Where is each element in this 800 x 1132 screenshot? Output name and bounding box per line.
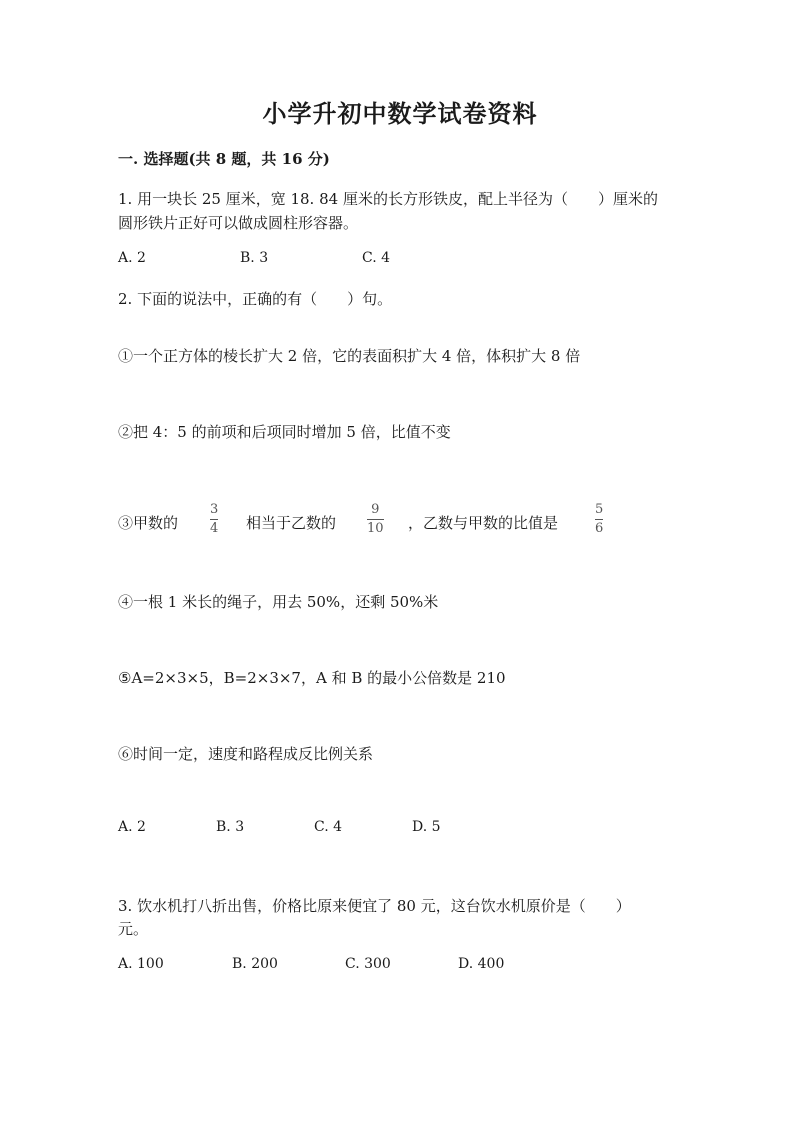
q3-stem-line2: 元。	[118, 920, 149, 938]
q2-statement-5: ⑤A=2×3×5，B=2×3×7，A 和 B 的最小公倍数是 210	[118, 669, 506, 687]
q2-option-d: D. 5	[412, 819, 441, 835]
q2-statement-4: ④一根 1 米长的绳子，用去 50%，还剩 50%米	[118, 593, 439, 611]
q3-option-a: A. 100	[118, 956, 164, 972]
fraction-denominator: 4	[210, 521, 219, 537]
q1-stem-line2: 圆形铁片正好可以做成圆柱形容器。	[118, 214, 359, 232]
fraction-numerator: 3	[210, 502, 219, 517]
fraction-numerator: 9	[371, 502, 380, 517]
q3-option-d: D. 400	[458, 956, 505, 972]
q1-stem-line1: 1. 用一块长 25 厘米，宽 18. 84 厘米的长方形铁皮，配上半径为（ ）厘米的	[118, 190, 658, 208]
q2-stem: 2. 下面的说法中，正确的有（ ）句。	[118, 290, 393, 308]
fraction-denominator: 6	[595, 521, 604, 537]
fraction-numerator: 5	[595, 502, 604, 517]
q2-statement-3-part3: ，乙数与甲数的比值是	[408, 514, 559, 532]
q2-statement-6: ⑥时间一定，速度和路程成反比例关系	[118, 745, 374, 763]
q2-statement-2: ②把 4：5 的前项和后项同时增加 5 倍，比值不变	[118, 423, 451, 441]
q1-option-b: B. 3	[240, 250, 269, 266]
q2-option-b: B. 3	[216, 819, 245, 835]
q2-option-a: A. 2	[118, 819, 146, 835]
q2-statement-1: ①一个正方体的棱长扩大 2 倍，它的表面积扩大 4 倍，体积扩大 8 倍	[118, 347, 581, 365]
q1-option-c: C. 4	[362, 250, 391, 266]
q2-statement-3-part2: 相当于乙数的	[246, 514, 337, 532]
fraction-five-sixths	[595, 503, 603, 537]
page-title: 小学升初中数学试卷资料	[262, 99, 538, 128]
q2-statement-3-part1: ③甲数的	[118, 514, 179, 532]
q1-option-a: A. 2	[118, 250, 146, 266]
q3-option-c: C. 300	[345, 956, 391, 972]
fraction-three-quarters	[210, 503, 218, 537]
q3-option-b: B. 200	[232, 956, 278, 972]
section-heading: 一. 选择题(共 8 题，共 16 分)	[118, 150, 330, 168]
fraction-nine-tenths	[367, 503, 384, 537]
q2-option-c: C. 4	[314, 819, 343, 835]
fraction-denominator: 10	[367, 521, 384, 537]
q3-stem-line1: 3. 饮水机打八折出售，价格比原来便宜了 80 元，这台饮水机原价是（ ）	[118, 897, 631, 915]
